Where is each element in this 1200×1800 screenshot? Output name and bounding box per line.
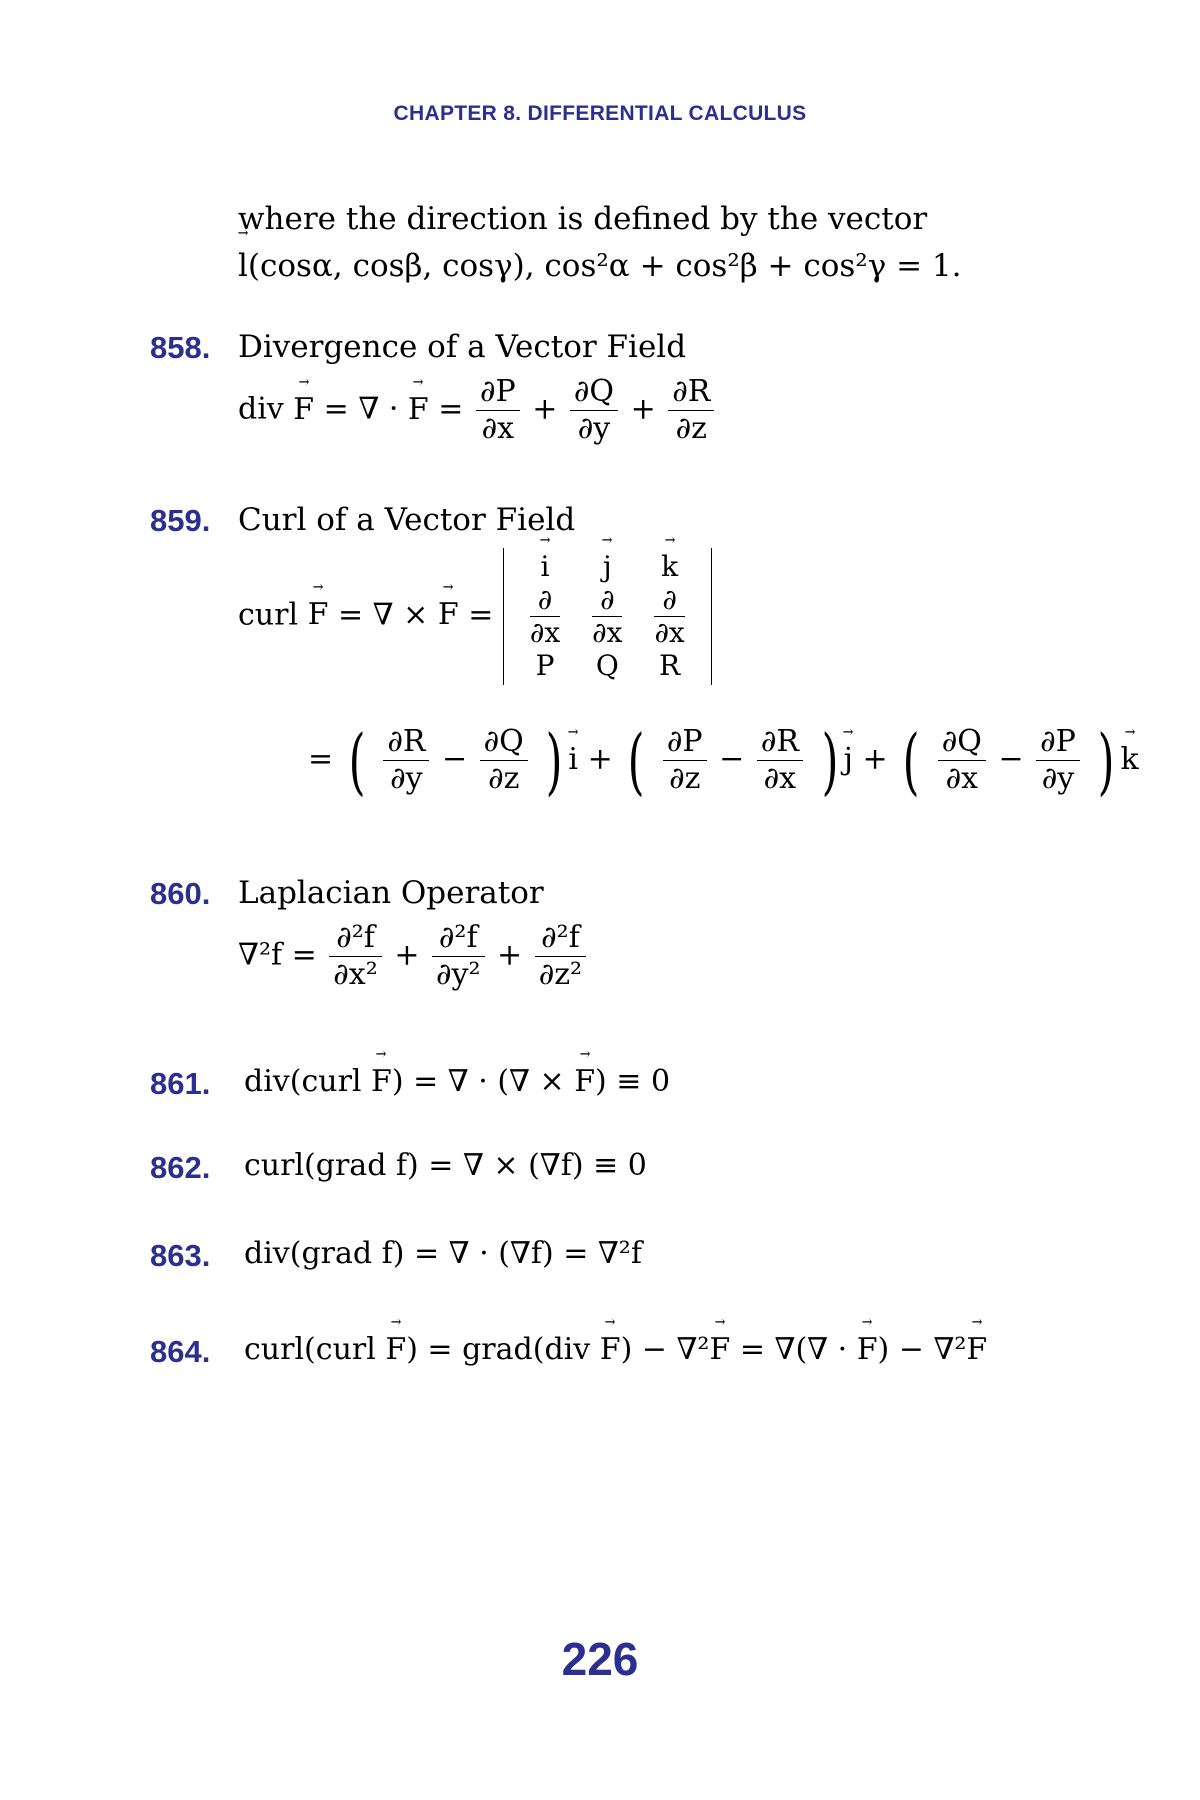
unit-j: → j	[603, 550, 612, 584]
unit-j: → j	[844, 742, 853, 777]
partial-x: $\frac{\partial}{\partial x}$	[592, 582, 623, 649]
fraction: $\frac{\partial P}{\partial x}$	[476, 374, 520, 447]
formula-number-859: 859.	[150, 503, 211, 538]
formula-859-expansion	[308, 718, 1139, 803]
formula-861	[244, 1064, 670, 1099]
formula-number-864: 864.	[150, 1334, 211, 1369]
formula-number-861: 861.	[150, 1066, 211, 1101]
equals: =	[468, 597, 494, 633]
formula-858	[238, 374, 717, 447]
formula-859-determinant	[238, 548, 712, 685]
component-R: R	[659, 649, 681, 683]
running-head: CHAPTER 8. DIFFERENTIAL CALCULUS	[393, 102, 807, 125]
fraction: $\frac{\partial P}{\partial y}$	[1036, 724, 1080, 797]
expr-part: = ∇(∇ ·	[730, 1332, 857, 1367]
expr-part: ) − ∇²	[620, 1332, 710, 1367]
determinant	[503, 548, 712, 685]
vector-F: → F	[709, 1332, 730, 1367]
partial-x: $\frac{\partial}{\partial x}$	[529, 582, 561, 649]
vector-F: → F	[408, 392, 429, 427]
del-cross: = ∇ ×	[337, 597, 429, 633]
formula-number-862: 862.	[150, 1150, 211, 1185]
right-paren: )	[1097, 718, 1115, 803]
left-paren: (	[627, 718, 645, 803]
plus: +	[862, 741, 888, 777]
expr-part: ) − ∇²	[877, 1332, 967, 1367]
formula-title-858: Divergence of a Vector Field	[238, 329, 687, 365]
expr-part: div(curl	[244, 1064, 372, 1099]
fraction: $\frac{\partial R}{\partial z}$	[668, 374, 714, 447]
fraction: $\frac{\partial Q}{\partial x}$	[938, 724, 986, 797]
expr-part: ) = grad(div	[406, 1332, 600, 1367]
intro-line-1: where the direction is defined by the vector	[238, 201, 928, 237]
expr-part: ) = ∇ · (∇ ×	[391, 1064, 575, 1099]
unit-k: → k	[661, 550, 678, 584]
curl-op: curl	[238, 597, 299, 633]
formula-title-860: Laplacian Operator	[238, 875, 544, 911]
del-dot: = ∇ ·	[323, 391, 399, 427]
vector-F: → F	[371, 1064, 392, 1099]
formula-864	[244, 1332, 987, 1367]
plus: +	[532, 391, 558, 427]
unit-i: → i	[541, 550, 550, 584]
minus: −	[719, 741, 745, 777]
plus: +	[394, 937, 420, 973]
intro-line-2	[238, 243, 962, 290]
intro-text	[238, 196, 962, 289]
fraction: $\frac{\text{∂²f}}{\text{∂y²}}$	[432, 920, 485, 993]
left-paren: (	[902, 718, 920, 803]
right-paren: )	[821, 718, 838, 803]
expr-part: curl(curl	[244, 1332, 386, 1367]
vector-F: → F	[293, 392, 314, 427]
vector-F: → F	[308, 597, 329, 632]
formula-number-863: 863.	[150, 1238, 211, 1273]
component-P: P	[535, 649, 555, 683]
fraction: $\frac{\text{∂²f}}{\text{∂z²}}$	[535, 920, 586, 993]
div-op: div	[238, 391, 284, 427]
vector-F: → F	[438, 597, 459, 632]
equals: =	[308, 741, 334, 777]
intro-args: (cosα, cosβ, cosγ), cos²α + cos²β + cos²γ = 1.	[247, 247, 962, 284]
formula-number-858: 858.	[150, 330, 211, 365]
partial-x: $\frac{\partial}{\partial x}$	[654, 582, 685, 649]
vector-F: → F	[600, 1332, 621, 1367]
formula-number-860: 860.	[150, 876, 211, 911]
page-number: 226	[561, 1633, 639, 1685]
vector-F: → F	[857, 1332, 878, 1367]
equals: =	[438, 391, 464, 427]
fraction: $\frac{\text{∂²f}}{\text{∂x²}}$	[329, 920, 381, 993]
formula-title-859: Curl of a Vector Field	[238, 502, 576, 538]
laplacian-lhs: ∇²f =	[238, 937, 317, 973]
vector-F: → F	[966, 1332, 987, 1367]
minus: −	[998, 741, 1024, 777]
vector-F: → F	[574, 1064, 595, 1099]
fraction: $\frac{\partial Q}{\partial y}$	[570, 374, 618, 447]
minus: −	[441, 741, 468, 777]
expr-part: ) ≡ 0	[595, 1064, 671, 1099]
component-Q: Q	[595, 649, 619, 683]
fraction: $\frac{\partial Q}{\partial z}$	[480, 724, 528, 797]
fraction: $\frac{\partial P}{\partial z}$	[663, 724, 707, 797]
formula-862: curl(grad f) = ∇ × (∇f) ≡ 0	[244, 1148, 647, 1183]
fraction: $\frac{\partial R}{\partial x}$	[757, 724, 803, 797]
right-paren: )	[545, 718, 563, 803]
formula-860	[238, 920, 589, 993]
left-paren: (	[348, 718, 366, 803]
fraction: $\frac{\partial R}{\partial y}$	[383, 724, 429, 797]
unit-i: → i	[568, 742, 578, 777]
plus: +	[587, 741, 613, 777]
plus: +	[497, 937, 523, 973]
vector-F: → F	[385, 1332, 406, 1367]
formula-863: div(grad f) = ∇ · (∇f) = ∇²f	[244, 1236, 642, 1271]
vector-l: → l	[238, 243, 248, 290]
unit-k: → k	[1120, 742, 1138, 777]
plus: +	[630, 391, 656, 427]
